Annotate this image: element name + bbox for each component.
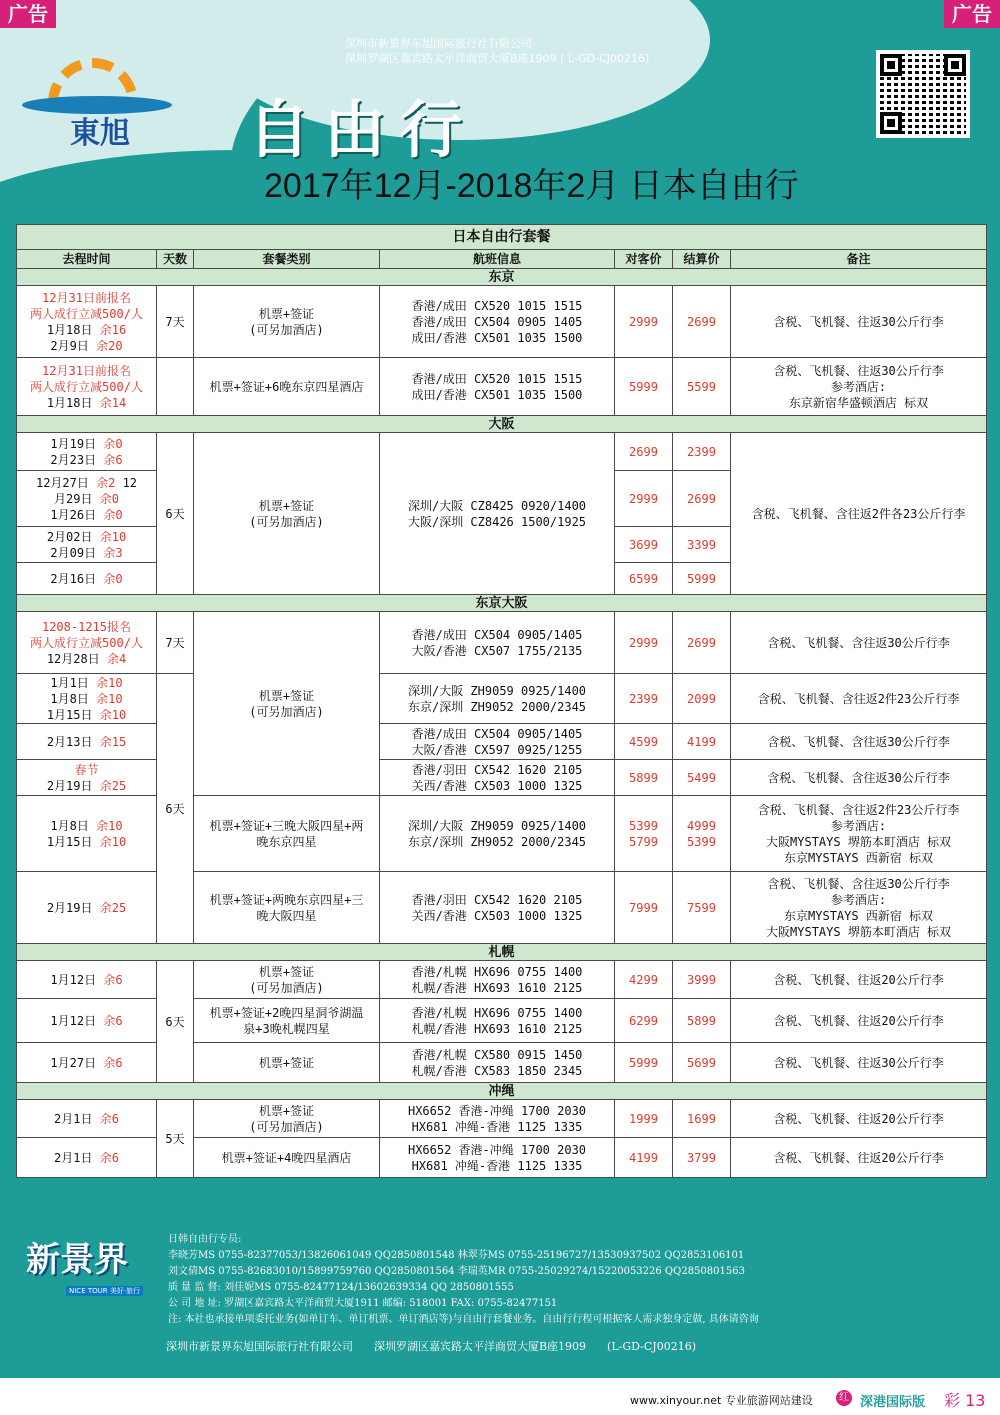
table-row: 2月02日 余10 2月09日 余3 3699 3399 bbox=[17, 527, 987, 563]
table-title: 日本自由行套餐 bbox=[17, 225, 987, 250]
section-tokyo-osaka: 东京大阪 bbox=[17, 595, 987, 612]
page-number: 彩 13 bbox=[944, 1391, 986, 1410]
table-row: 2月16日 余0 6599 5999 bbox=[17, 563, 987, 595]
qr-code-icon bbox=[876, 50, 970, 138]
nice-tour-logo: 新景界 NICE TOUR 美好·旅行 bbox=[26, 1232, 150, 1300]
ad-label-right: 广告 bbox=[944, 0, 1000, 28]
section-sapporo: 札幌 bbox=[17, 944, 987, 961]
table-row: 12月27日 余2 12 月29日 余0 1月26日 余0 2999 2699 bbox=[17, 471, 987, 527]
table-row: 1月12日 余6 6天 机票+签证 (可另加酒店) 香港/札幌 HX696 0755 1400 札幌/香港 HX693 1610 2125 4299 3999 含税、飞机餐、往返20公斤行李 bbox=[17, 961, 987, 999]
table-row: 春节 2月19日 余25 香港/羽田 CX542 1620 2105 关西/香港 CX503 1000 1325 5899 5499 含税、飞机餐、含往返30公斤行李 bbox=[17, 760, 987, 796]
table-row: 2月19日 余25 机票+签证+两晚东京四星+三 晚大阪四星 香港/羽田 CX542 1620 2105 关西/香港 CX503 1000 1325 7999 7599 含税、飞机餐、含往返30公斤行李 参考酒店: 东京MYSTAYS 西新宿 标双 大阪MYSTAYS 堺筋本町酒店 标双 bbox=[17, 872, 987, 944]
table-header-row: 去程时间 天数 套餐类别 航班信息 对客价 结算价 备注 bbox=[17, 250, 987, 269]
table-row: 2月1日 余6 5天 机票+签证 (可另加酒店) HX6652 香港-冲绳 1700 2030 HX681 冲绳-香港 1125 1335 1999 1699 含税、飞机餐、往返20公斤行李 bbox=[17, 1100, 987, 1138]
table-row: 1月1日 余10 1月8日 余10 1月15日 余10 6天 深圳/大阪 ZH9059 0925/1400 东京/深圳 ZH9052 2000/2345 2399 2099 含税、飞机餐、含往返2件23公斤行李 bbox=[17, 674, 987, 724]
table-row: 1208-1215报名 两人成行立减500/人 12月28日 余4 7天 机票+签证 (可另加酒店) 香港/成田 CX504 0905/1405 大阪/香港 CX507 1755/2135 2999 2699 含税、飞机餐、含往返30公斤行李 bbox=[17, 612, 987, 674]
package-table bbox=[16, 224, 987, 1178]
contact-info: 日韩自由行专员: 李晓芳MS 0755-82377053/13826061049 QQ2850801548 林翠芬MS 0755-25196727/13530937502 QQ2853106101 刘文倩MS 0755-82683010/15899759760 QQ2850801564 李瑞英MR 0755-25029274/15220053226 QQ2850801563 质 量 监 督: 刘佳妮MS 0755-82477124/13602639334 QQ 2850801555 公 司 地 址: 罗湖区嘉宾路太平洋商贸大厦1911 邮编: 518001 FAX: 0755-82477151 注: 本社也承接单项委托业务(如单订车、单订机票、单订酒店等)与自由行套餐业务。自由行行程可根据客人需求独身定做, 具体请咨询 bbox=[168, 1234, 759, 1325]
edition-label: 深港国际版 bbox=[860, 1395, 926, 1410]
section-osaka: 大阪 bbox=[17, 416, 987, 433]
website-link[interactable]: www.xinyour.net 专业旅游网站建设 bbox=[630, 1394, 813, 1407]
red-badge-icon: 红 bbox=[836, 1390, 852, 1406]
page-subtitle: 2017年12月-2018年2月 日本自由行 bbox=[264, 167, 799, 205]
dongxu-logo: 東旭 bbox=[18, 50, 178, 150]
page-title: 自由行 bbox=[248, 93, 477, 166]
footer-banner bbox=[0, 1208, 1000, 1378]
footer-company-line: 深圳市新景界东旭国际旅行社有限公司 深圳罗湖区嘉宾路太平洋商贸大厦B座1909 (L-GD-CJ00216) bbox=[166, 1340, 696, 1353]
section-okinawa: 冲绳 bbox=[17, 1083, 987, 1100]
page-footer bbox=[0, 1380, 1000, 1415]
header-banner bbox=[0, 0, 1000, 222]
ad-label-left: 广告 bbox=[0, 0, 56, 28]
table-row: 12月31日前报名 两人成行立减500/人 1月18日 余16 2月9日 余20 7天 机票+签证 (可另加酒店) 香港/成田 CX520 1015 1515 香港/成田 CX504 0905 1405 成田/香港 CX501 1035 1500 2999 2699 含税、飞机餐、往返30公斤行李 bbox=[17, 286, 987, 358]
table-row: 1月27日 余6 机票+签证 香港/札幌 CX580 0915 1450 札幌/香港 CX583 1850 2345 5999 5699 含税、飞机餐、往返30公斤行李 bbox=[17, 1043, 987, 1083]
section-tokyo: 东京 bbox=[17, 269, 987, 286]
table-row: 1月19日 余0 2月23日 余6 6天 机票+签证 (可另加酒店) 深圳/大阪 CZ8425 0920/1400 大阪/深圳 CZ8426 1500/1925 2699 2399 含税、飞机餐、含往返2件各23公斤行李 bbox=[17, 433, 987, 471]
table-row: 12月31日前报名 两人成行立减500/人 1月18日 余14 机票+签证+6晚东京四星酒店 香港/成田 CX520 1015 1515 成田/香港 CX501 1035 1500 5999 5599 含税、飞机餐、往返30公斤行李 参考酒店: 东京新宿华盛顿酒店 标双 bbox=[17, 358, 987, 416]
table-row: 1月8日 余10 1月15日 余10 机票+签证+三晚大阪四星+两 晚东京四星 深圳/大阪 ZH9059 0925/1400 东京/深圳 ZH9052 2000/2345 5399 5799 4999 5399 含税、飞机餐、含往返2件23公斤行李 参考酒店: 大阪MYSTAYS 堺筋本町酒店 标双 东京MYSTAYS 西新宿 标双 bbox=[17, 796, 987, 872]
table-row: 2月1日 余6 机票+签证+4晚四星酒店 HX6652 香港-冲绳 1700 2030 HX681 冲绳-香港 1125 1335 4199 3799 含税、飞机餐、往返20公斤行李 bbox=[17, 1138, 987, 1178]
company-info: 深圳市新景界东旭国际旅行社有限公司 深圳罗湖区嘉宾路太平洋商贸大厦B座1909 ( L-GD-CJ00216) bbox=[345, 37, 650, 65]
table-row: 1月12日 余6 机票+签证+2晚四星洞爷湖温 泉+3晚札幌四星 香港/札幌 HX696 0755 1400 札幌/香港 HX693 1610 2125 6299 5899 含税、飞机餐、往返20公斤行李 bbox=[17, 999, 987, 1043]
table-row: 2月13日 余15 香港/成田 CX504 0905/1405 大阪/香港 CX597 0925/1255 4599 4199 含税、飞机餐、含往返30公斤行李 bbox=[17, 724, 987, 760]
